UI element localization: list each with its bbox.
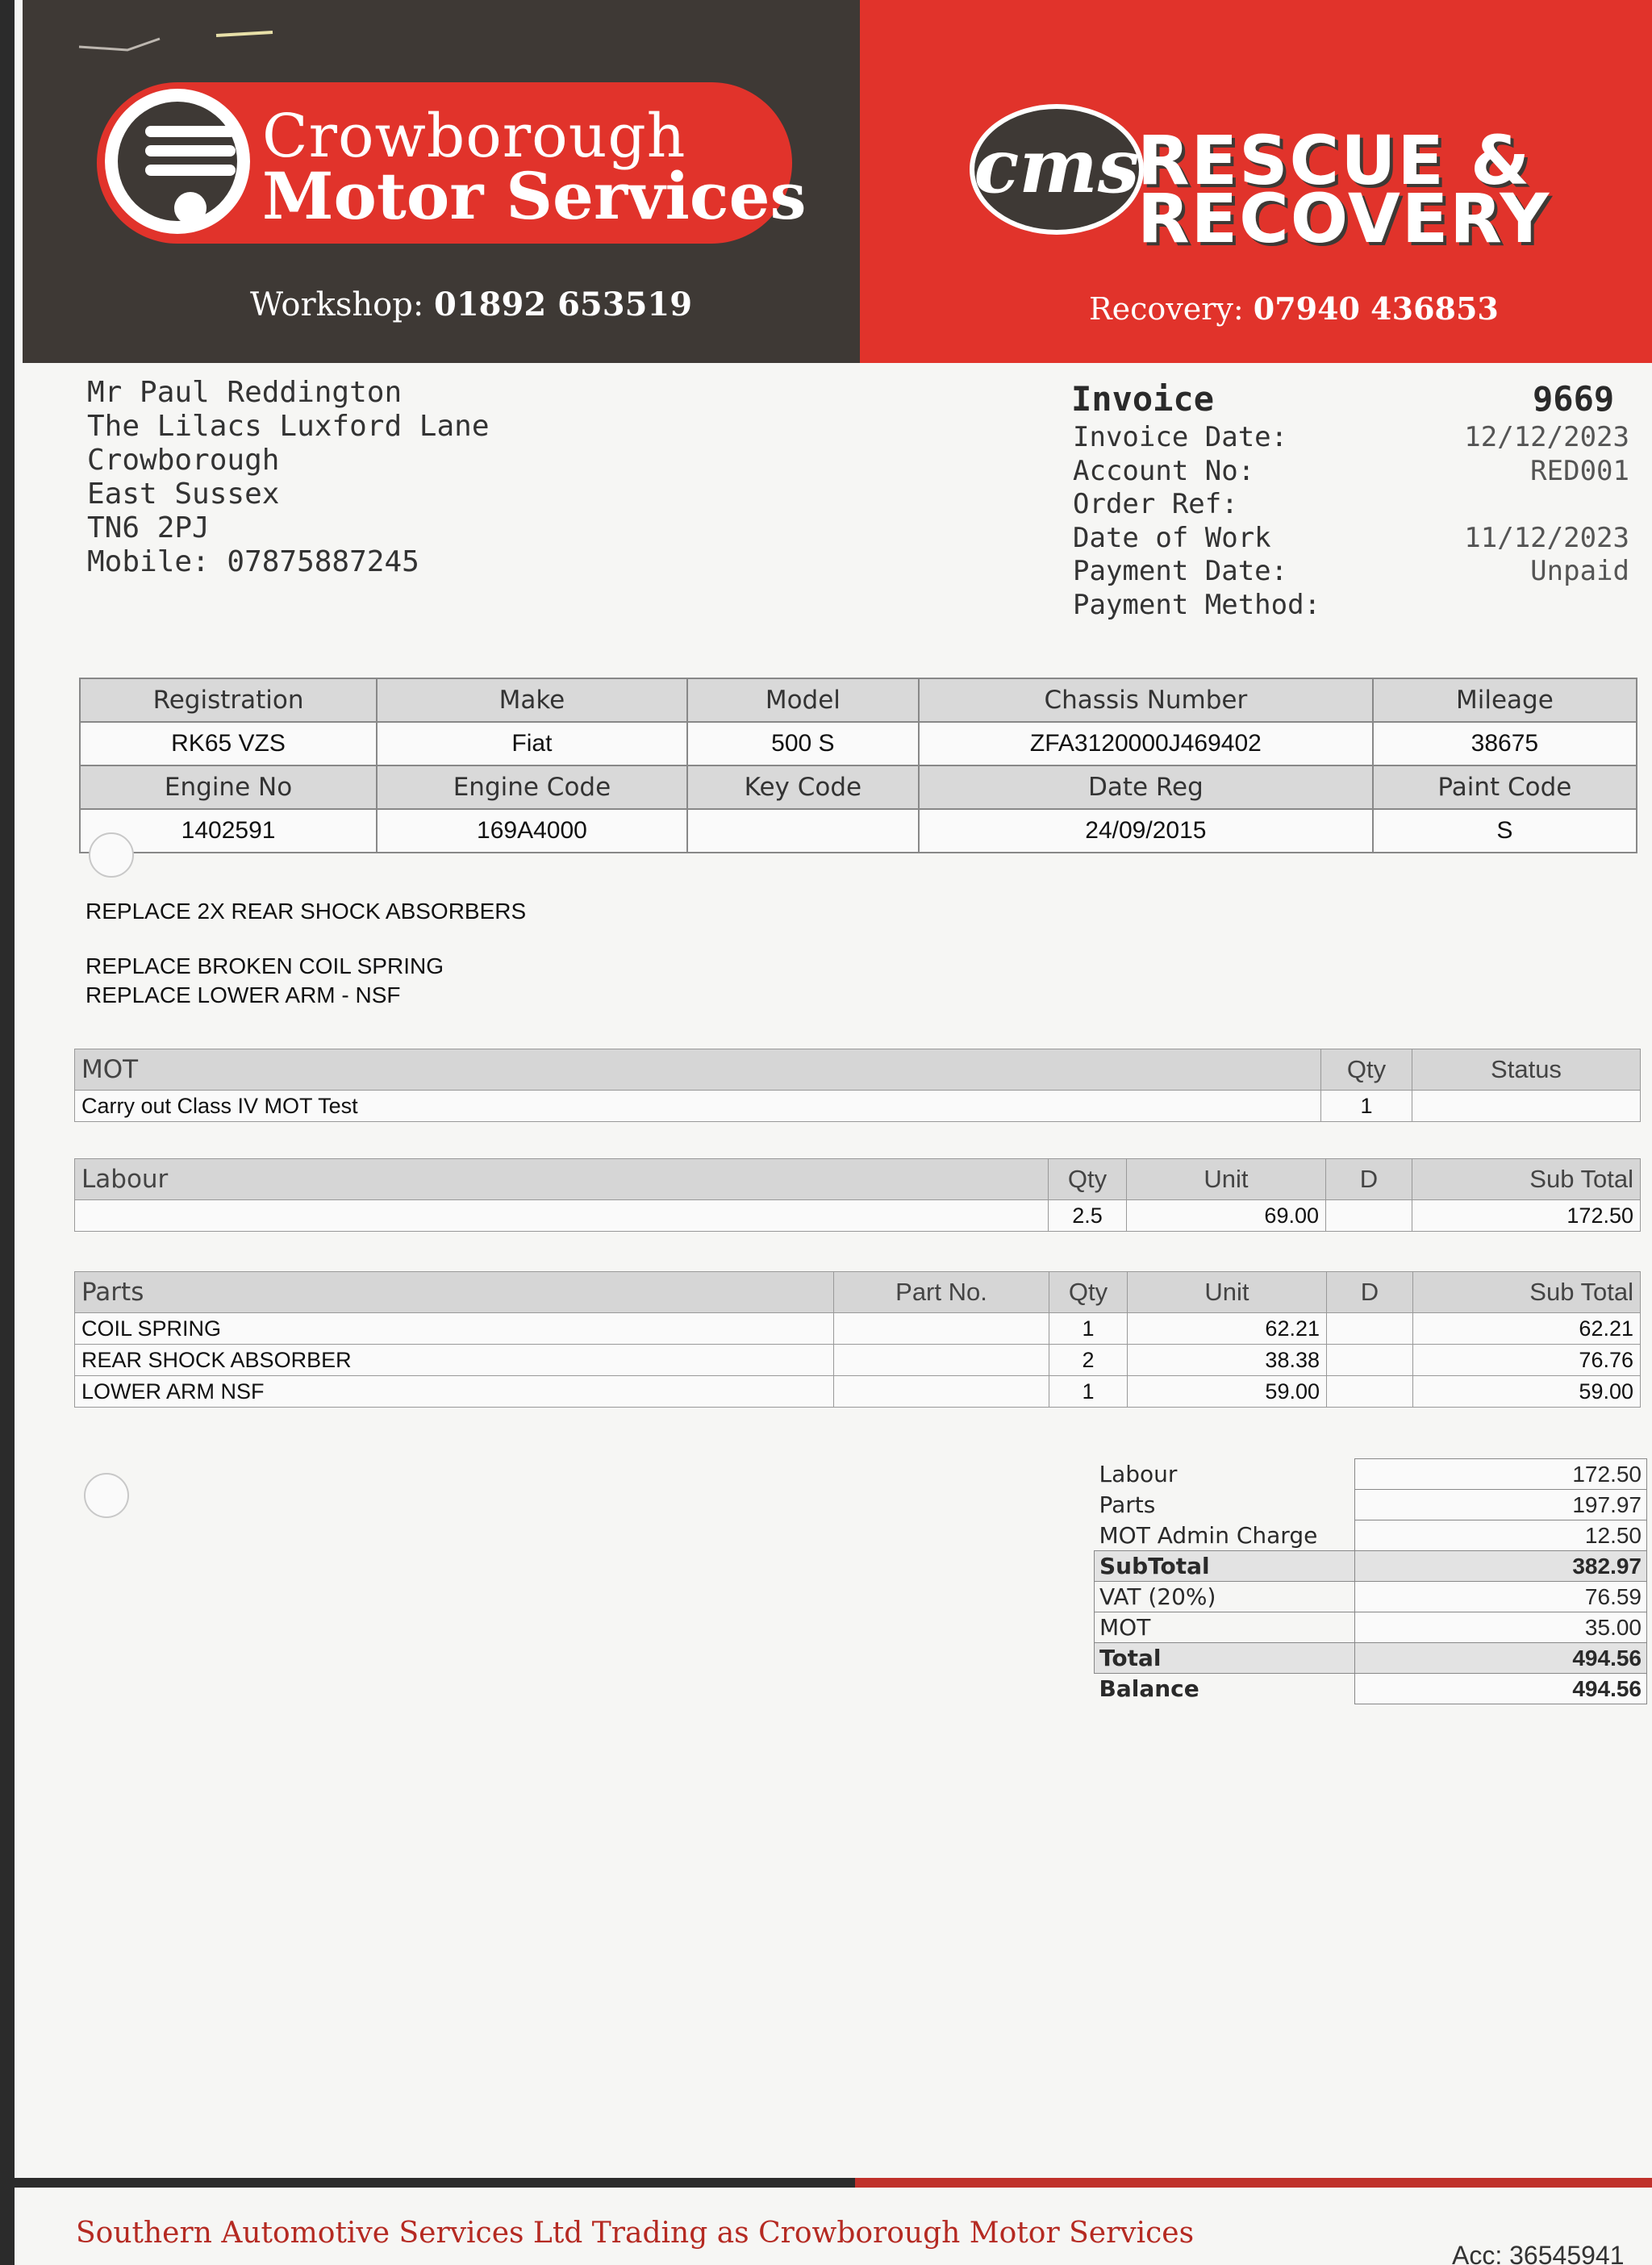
part-qty: 2 [1049, 1345, 1128, 1376]
subtotal-label: SubTotal [1099, 1553, 1210, 1579]
total-value [1355, 1643, 1647, 1674]
rescue-title-line1: RESCUE & [1137, 121, 1532, 200]
value-cell: ZFA3120000J469402 [919, 722, 1373, 765]
mot-table [74, 1049, 1641, 1122]
value-cell: S [1373, 809, 1637, 853]
header-cell: Registration [80, 678, 377, 722]
total-label [1095, 1674, 1355, 1704]
workshop-phone [250, 286, 692, 323]
total-value [1355, 1551, 1647, 1582]
subtotal-header: Sub Total [1413, 1272, 1641, 1313]
field-label: Account No: [1073, 454, 1255, 487]
customer-address [87, 376, 490, 579]
total-row [1095, 1490, 1647, 1520]
customer-address-line: The Lilacs Luxford Lane [87, 410, 490, 443]
brand-name-line1: Crowborough [262, 102, 686, 171]
total-row [1095, 1459, 1647, 1490]
footer-account: Acc: 36545941 [1452, 2241, 1625, 2265]
field-label: Payment Method: [1073, 588, 1321, 621]
parts-row [75, 1313, 1641, 1345]
header-cell: Engine No [80, 765, 377, 809]
customer-name: Mr Paul Reddington [87, 376, 403, 409]
pen-mark [71, 24, 281, 56]
field-label: Date of Work [1073, 521, 1271, 554]
customer-mobile: Mobile: 07875887245 [87, 545, 419, 578]
value-cell: RK65 VZS [80, 722, 377, 765]
invoice-title: Invoice [1071, 379, 1215, 419]
header-cell: Chassis Number [919, 678, 1373, 722]
mot-title: MOT [75, 1049, 1321, 1091]
total-value: 76.59 [1355, 1582, 1647, 1612]
invoice-field [1073, 589, 1629, 623]
field-value: 11/12/2023 [1464, 521, 1629, 554]
invoice-field [1073, 421, 1629, 455]
parts-row [75, 1376, 1641, 1408]
unit-header: Unit [1127, 1159, 1326, 1200]
total-value [1355, 1674, 1647, 1704]
part-unit: 59.00 [1128, 1376, 1327, 1408]
customer-county: East Sussex [87, 478, 280, 511]
cms-logo-icon [960, 81, 1153, 242]
customer-town: Crowborough [87, 444, 280, 477]
vehicle-table [79, 678, 1637, 853]
parts-title: Parts [75, 1272, 834, 1313]
header-cell: Key Code [687, 765, 919, 809]
header-cell: Date Reg [919, 765, 1373, 809]
recovery-number: 07940 436853 [1253, 290, 1499, 327]
field-value: 12/12/2023 [1464, 421, 1629, 453]
invoice-field [1073, 555, 1629, 589]
total-row [1095, 1643, 1647, 1674]
total-value: 197.97 [1355, 1490, 1647, 1520]
part-no [834, 1376, 1049, 1408]
labour-desc [75, 1200, 1049, 1232]
part-qty: 1 [1049, 1313, 1128, 1345]
footer-bar-dark [0, 2178, 855, 2188]
value-cell: 1402591 [80, 809, 377, 853]
partno-header: Part No. [834, 1272, 1049, 1313]
customer-postcode: TN6 2PJ [87, 511, 210, 544]
workshop-label: Workshop: [250, 286, 424, 323]
work-note: REPLACE LOWER ARM - NSF [86, 982, 401, 1007]
totals-table [1094, 1458, 1647, 1704]
header-cell: Engine Code [377, 765, 687, 809]
header-cell: Paint Code [1373, 765, 1637, 809]
header-cell: Model [687, 678, 919, 722]
vehicle-header-row [80, 765, 1637, 809]
subtotal-value: 382.97 [1572, 1553, 1642, 1579]
part-subtotal: 76.76 [1413, 1345, 1641, 1376]
total-label: MOT [1095, 1612, 1355, 1643]
piston-logo-icon [105, 89, 250, 234]
punch-hole [84, 1473, 129, 1518]
total-label: Labour [1099, 1461, 1178, 1487]
total-row [1095, 1520, 1647, 1551]
part-d [1327, 1313, 1413, 1345]
part-no [834, 1345, 1049, 1376]
total-value: 35.00 [1355, 1612, 1647, 1643]
labour-subtotal: 172.50 [1412, 1200, 1641, 1232]
total-label [1095, 1643, 1355, 1674]
recovery-phone [1089, 290, 1499, 327]
d-header: D [1327, 1272, 1413, 1313]
value-cell: Fiat [377, 722, 687, 765]
total-label: MOT Admin Charge [1099, 1521, 1318, 1549]
value-cell [687, 809, 919, 853]
labour-d [1326, 1200, 1412, 1232]
paper-edge [0, 0, 15, 2265]
vehicle-value-row [80, 809, 1637, 853]
footer-bar-red [855, 2178, 1652, 2188]
qty-header: Qty [1049, 1272, 1128, 1313]
invoice-number: 9669 [1533, 379, 1615, 419]
part-d [1327, 1376, 1413, 1408]
total-label [1095, 1551, 1355, 1582]
part-unit: 62.21 [1128, 1313, 1327, 1345]
unit-header: Unit [1128, 1272, 1327, 1313]
labour-row [75, 1200, 1641, 1232]
labour-title: Labour [75, 1159, 1049, 1200]
part-desc: REAR SHOCK ABSORBER [75, 1345, 834, 1376]
total-row [1095, 1674, 1647, 1704]
grand-total-label: Total [1099, 1645, 1162, 1671]
labour-header-row [75, 1159, 1641, 1200]
footer-company: Southern Automotive Services Ltd Trading as Crowborough Motor Services [76, 2217, 1195, 2250]
part-desc: COIL SPRING [75, 1313, 834, 1345]
punch-hole [89, 832, 134, 878]
balance-value: 494.56 [1572, 1675, 1642, 1701]
field-label: Payment Date: [1073, 555, 1288, 587]
status-header: Status [1412, 1049, 1641, 1091]
value-cell: 24/09/2015 [919, 809, 1373, 853]
invoice-details [1073, 421, 1629, 622]
qty-header: Qty [1321, 1049, 1412, 1091]
part-d [1327, 1345, 1413, 1376]
part-subtotal: 59.00 [1413, 1376, 1641, 1408]
cms-logo-text: cms [974, 123, 1140, 210]
invoice-field [1073, 488, 1629, 522]
labour-unit: 69.00 [1127, 1200, 1326, 1232]
field-label: Order Ref: [1073, 488, 1238, 520]
workshop-number: 01892 653519 [434, 286, 693, 323]
total-label: VAT (20%) [1095, 1582, 1355, 1612]
vehicle-header-row [80, 678, 1637, 722]
mot-desc: Carry out Class IV MOT Test [75, 1091, 1321, 1122]
invoice-field [1073, 455, 1629, 489]
parts-row [75, 1345, 1641, 1376]
total-label: Parts [1099, 1491, 1156, 1518]
mot-row [75, 1091, 1641, 1122]
field-label: Invoice Date: [1073, 421, 1288, 453]
balance-label: Balance [1099, 1675, 1199, 1703]
work-note: REPLACE BROKEN COIL SPRING [86, 953, 444, 978]
value-cell: 38675 [1373, 722, 1637, 765]
mot-status [1412, 1091, 1641, 1122]
labour-table [74, 1158, 1641, 1232]
parts-header-row [75, 1272, 1641, 1313]
total-value: 172.50 [1355, 1459, 1647, 1490]
brand-name-line2: Motor Services [262, 158, 807, 234]
part-subtotal: 62.21 [1413, 1313, 1641, 1345]
part-unit: 38.38 [1128, 1345, 1327, 1376]
part-desc: LOWER ARM NSF [75, 1376, 834, 1408]
part-qty: 1 [1049, 1376, 1128, 1408]
header-cell: Mileage [1373, 678, 1637, 722]
labour-qty: 2.5 [1049, 1200, 1127, 1232]
qty-header: Qty [1049, 1159, 1127, 1200]
value-cell: 500 S [687, 722, 919, 765]
rescue-title-line2: RECOVERY [1137, 179, 1551, 258]
mot-qty: 1 [1321, 1091, 1412, 1122]
d-header: D [1326, 1159, 1412, 1200]
total-row [1095, 1551, 1647, 1582]
parts-table [74, 1271, 1641, 1408]
work-notes [86, 897, 526, 1010]
total-row [1095, 1582, 1647, 1612]
value-cell: 169A4000 [377, 809, 687, 853]
recovery-label: Recovery: [1089, 291, 1244, 327]
header-cell: Make [377, 678, 687, 722]
subtotal-header: Sub Total [1412, 1159, 1641, 1200]
work-note: REPLACE 2X REAR SHOCK ABSORBERS [86, 899, 527, 924]
total-row [1095, 1612, 1647, 1643]
invoice-field [1073, 522, 1629, 556]
mot-header-row [75, 1049, 1641, 1091]
grand-total-value: 494.56 [1572, 1645, 1642, 1671]
total-value: 12.50 [1355, 1520, 1647, 1551]
field-value: Unpaid [1530, 555, 1629, 587]
field-value: RED001 [1530, 454, 1629, 487]
vehicle-value-row [80, 722, 1637, 765]
part-no [834, 1313, 1049, 1345]
